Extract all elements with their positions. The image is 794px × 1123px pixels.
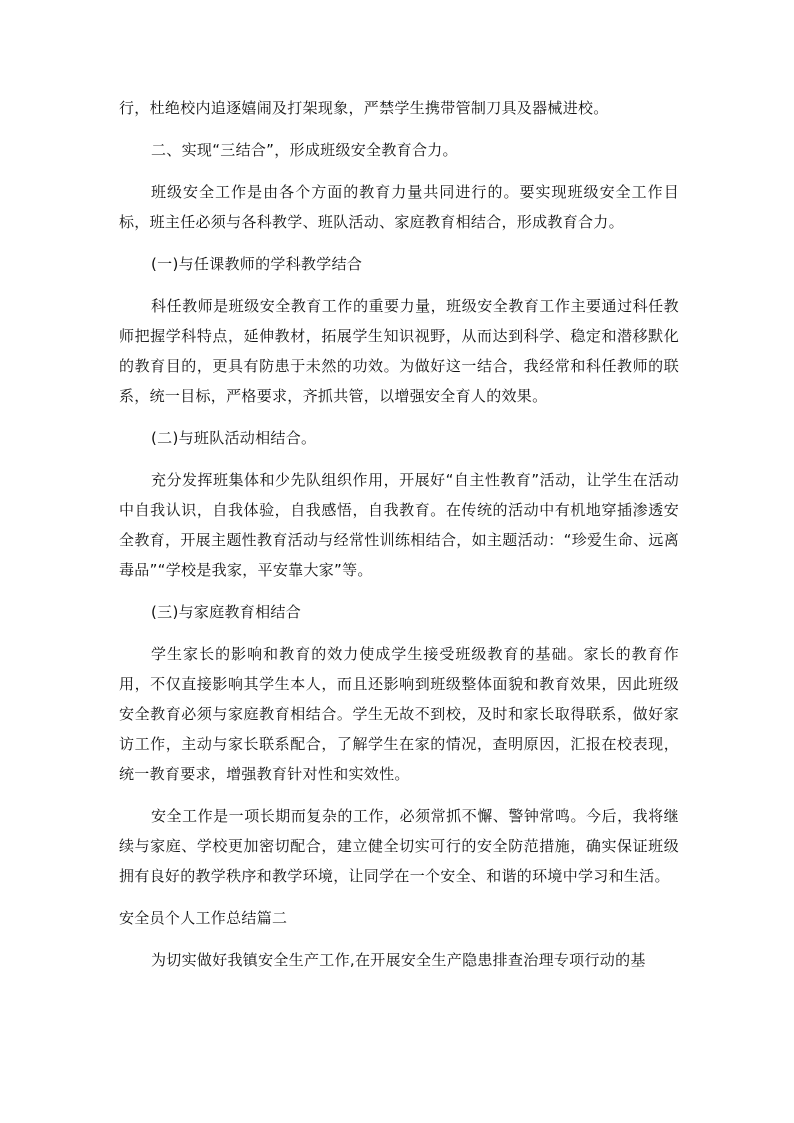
paragraph-class-safety-intro: 班级安全工作是由各个方面的教育力量共同进行的。要实现班级安全工作目标，班主任必须与各科教学、班队活动、家庭教育相结合，形成教育合力。 [119,183,679,231]
subheading-family-education: (三)与家庭教育相结合 [151,603,302,621]
paragraph-subject-teachers: 科任教师是班级安全教育工作的重要力量，班级安全教育工作主要通过科任教师把握学科特点，延伸教材，拓展学生知识视野，从而达到科学、稳定和潜移默化的教育目的，更具有防患于未然的功效。为做好这一结合，我经常和科任教师的联系，统一目标，严格要求，齐抓共管，以增强安全育人的效果。 [119,297,679,405]
section-heading-three-combinations: 二、实现“三结合”，形成班级安全教育合力。 [151,141,458,159]
paragraph-part-two-intro: 为切实做好我镇安全生产工作,在开展安全生产隐患排查治理专项行动的基 [151,951,646,969]
paragraph-class-activities: 充分发挥班集体和少先队组织作用，开展好“自主性教育”活动，让学生在活动中自我认识，自我体验，自我感悟，自我教育。在传统的活动中有机地穿插渗透安全教育，开展主题性教育活动与经常性训练相结合，如主题活动：“珍爱生命、远离毒品”“学校是我家，平安靠大家”等。 [119,471,679,579]
paragraph-continuation: 行，杜绝校内追逐嬉闹及打架现象，严禁学生携带管制刀具及器械进校。 [119,99,609,117]
paragraph-conclusion: 安全工作是一项长期而复杂的工作，必须常抓不懈、警钟常鸣。今后，我将继续与家庭、学校更加密切配合，建立健全切实可行的安全防范措施，确实保证班级拥有良好的教学秩序和教学环境，让同学在一个安全、和谐的环境中学习和生活。 [119,807,679,885]
document-body [119,93,679,987]
section-title-part-two: 安全员个人工作总结篇二 [119,909,288,927]
subheading-class-activities: (二)与班队活动相结合。 [151,429,317,447]
paragraph-family-education: 学生家长的影响和教育的效力使成学生接受班级教育的基础。家长的教育作用，不仅直接影响其学生本人，而且还影响到班级整体面貌和教育效果，因此班级安全教育必须与家庭教育相结合。学生无故不到校，及时和家长取得联系，做好家访工作，主动与家长联系配合，了解学生在家的情况，查明原因，汇报在校表现，统一教育要求，增强教育针对性和实效性。 [119,645,679,783]
subheading-subject-teaching: (一)与任课教师的学科教学结合 [151,255,363,273]
